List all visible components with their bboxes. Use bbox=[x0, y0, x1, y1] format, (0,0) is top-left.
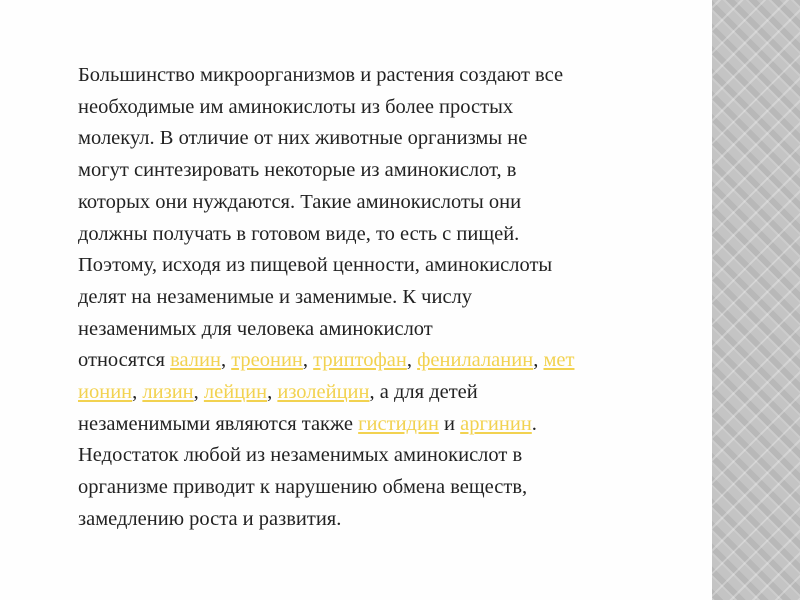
link-izoleitsin[interactable]: изолейцин bbox=[277, 381, 370, 404]
link-leitsin[interactable]: лейцин bbox=[203, 381, 268, 404]
text-segment: , bbox=[220, 349, 232, 372]
text-segment: , а для детей незаменимыми являются также bbox=[78, 381, 478, 435]
text-segment: . Недостаток любой из незаменимых аминокислот в организме приводит к нарушению обмена веществ, замедлению роста и развития. bbox=[78, 412, 537, 530]
text-segment: Большинство микроорганизмов и растения создают все необходимые им аминокислоты из более простых молекул. В отличие от них животные организмы не могут синтезировать некоторые из аминокислот, в которых они нуждаются. Такие аминокислоты они должны получать в готовом виде, то есть с пищей. Поэтому, исходя из пищевой ценности, аминокислоты делят на незаменимые и заменимые. К числу незаменимых для человека аминокислот относятся bbox=[78, 64, 564, 372]
decorative-sidebar-pattern bbox=[712, 0, 800, 600]
text-segment: , bbox=[302, 349, 314, 372]
link-metionin-part1[interactable]: мет bbox=[543, 349, 575, 372]
text-segment: , bbox=[193, 381, 204, 404]
link-gistidin[interactable]: гистидин bbox=[358, 412, 439, 435]
slide-paragraph bbox=[78, 60, 718, 536]
link-triptofan[interactable]: триптофан bbox=[313, 349, 407, 372]
text-segment: , bbox=[406, 349, 418, 372]
text-segment: , bbox=[267, 381, 278, 404]
link-fenilalanin[interactable]: фенилаланин bbox=[417, 349, 534, 372]
text-segment: , bbox=[533, 349, 544, 372]
link-arginin[interactable]: аргинин bbox=[460, 412, 532, 435]
text-segment: и bbox=[438, 412, 461, 435]
text-segment: , bbox=[132, 381, 143, 404]
link-treonin[interactable]: треонин bbox=[231, 349, 303, 372]
link-metionin-part2[interactable]: ионин bbox=[78, 381, 133, 404]
link-valin[interactable]: валин bbox=[170, 349, 221, 372]
link-lizin[interactable]: лизин bbox=[142, 381, 194, 404]
